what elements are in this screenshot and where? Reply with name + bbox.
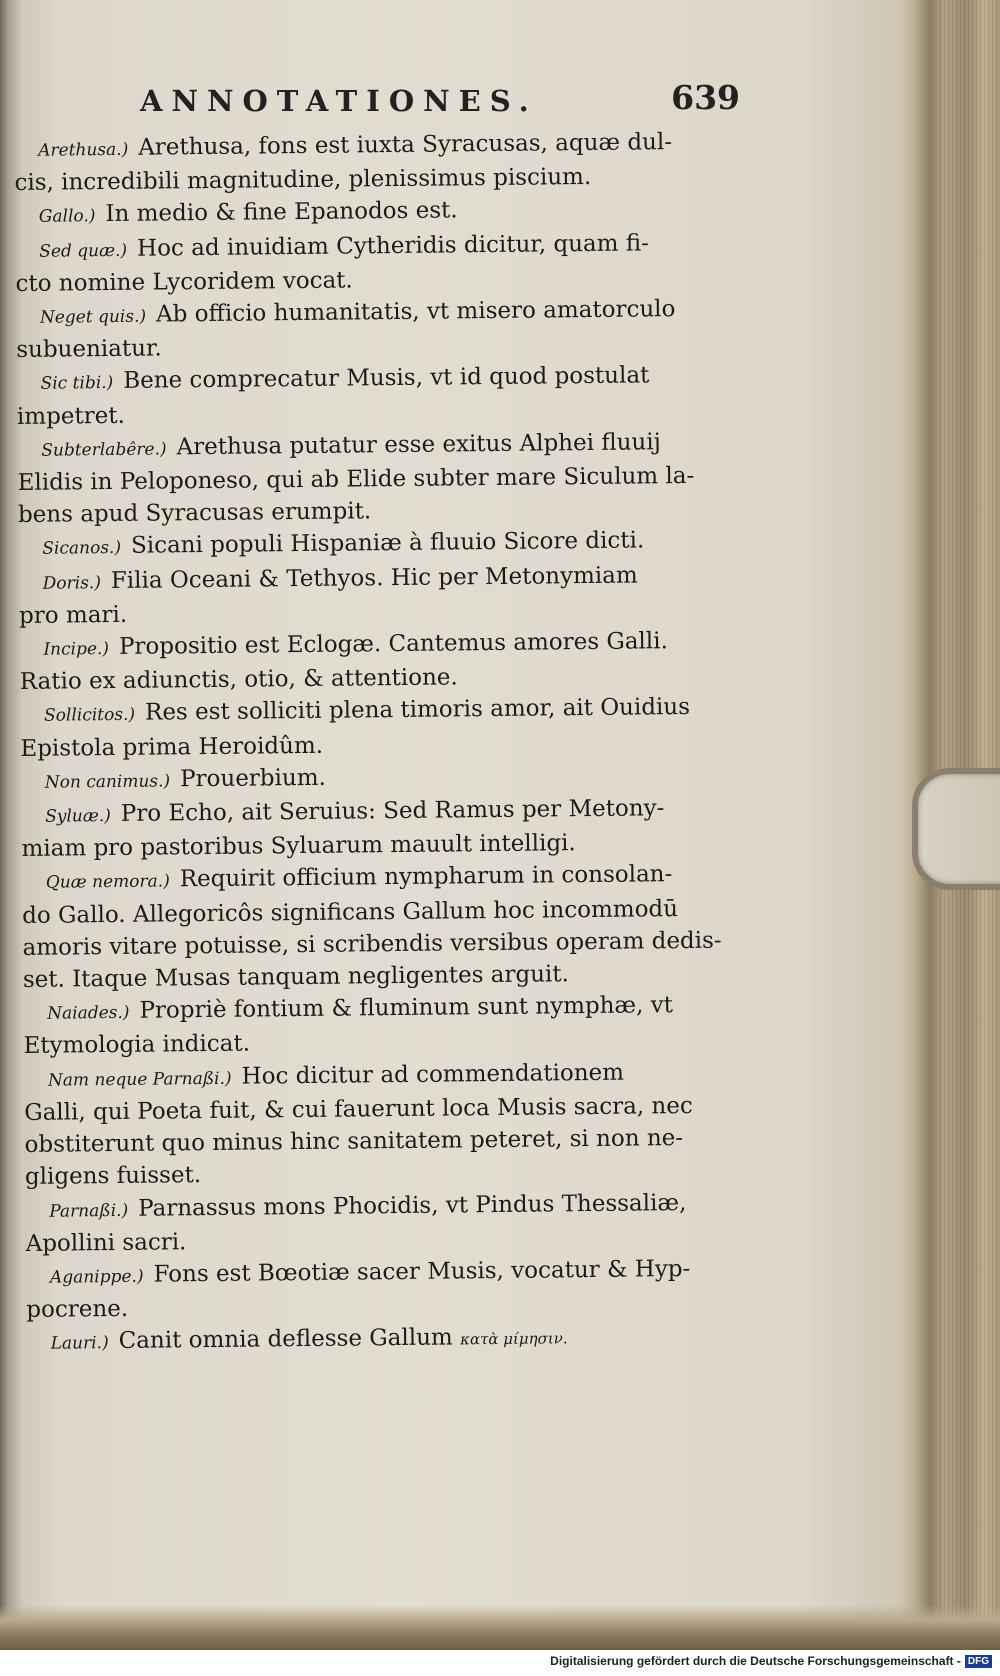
annotation-line-text: Hoc dicitur ad commendationem [241,1059,625,1090]
book-bottom-edge [0,1605,1000,1650]
annotation-line-text: set. Itaque Musas tanquam negligentes arguit. [22,961,570,994]
greek-phrase: κατὰ μίμησιν. [459,1329,568,1349]
lemma: Incipe.) [43,639,110,660]
lemma: Sed quæ.) [39,240,128,262]
lemma: Parnaßi.) [49,1200,129,1222]
annotation-line-text: Propriè fontium & fluminum sunt nymphæ, vt [139,992,674,1025]
lemma: Non canimus.) [44,771,171,793]
lemma: Subterlabêre.) [41,439,167,461]
annotation-line-text: Arethusa putatur esse exitus Alphei fluuij [176,429,661,461]
annotation-line-text: gligens fuisset. [24,1162,202,1191]
annotation-line-text: Requirit officium nympharum in consolan- [179,861,673,893]
annotation-line-text: Canit omnia deflesse Gallum [118,1324,453,1355]
annotation-line-text: Pro Echo, ait Seruius: Sed Ramus per Metony- [120,795,665,827]
annotation-line-text: miam pro pastoribus Syluarum mauult intelligi. [21,830,576,863]
page-number: 639 [671,78,740,117]
lemma: Gallo.) [38,206,96,228]
annotation-line-text: In medio & fine Epanodos est. [105,197,458,228]
running-title: ANNOTATIONES. [140,84,538,118]
annotation-line-text: Etymologia indicat. [23,1031,251,1060]
annotation-line-text: impetret. [16,402,126,430]
annotation-line-text: Elidis in Peloponeso, qui ab Elide subter mare Siculum la- [17,462,695,497]
book-clasp [912,768,1000,890]
lemma: Aganippe.) [49,1266,144,1288]
lemma: Neget quis.) [39,306,147,328]
lemma: Sic tibi.) [40,373,114,395]
lemma: Syluæ.) [45,806,111,827]
annotation-line-text: Propositio est Eclogæ. Cantemus amores Galli. [118,628,668,660]
lemma: Naiades.) [47,1003,130,1024]
annotation-line-text: obstiterunt quo minus hinc sanitatem peteret, si non ne- [24,1125,684,1159]
annotation-line-text: Galli, qui Poeta fuit, & cui fauerunt loca Musis sacra, nec [24,1092,693,1126]
annotation-line-text: Hoc ad inuidiam Cytheridis dicitur, quam fi- [136,229,650,262]
annotation-line-text: pro mari. [18,601,128,629]
footer-credit: Digitalisierung gefördert durch die Deutsche Forschungsgemeinschaft - [550,1654,961,1668]
annotation-line-text: cto nomine Lycoridem vocat. [15,267,353,297]
annotation-line-text: amoris vitare potuisse, si scribendis versibus operam dedis- [22,927,722,961]
lemma: Nam neque Parnaßi.) [47,1068,232,1091]
annotation-line-text: Fons est Bœotiæ sacer Musis, vocatur & Hyp- [153,1255,691,1288]
annotation-line-text: pocrene. [26,1295,129,1324]
annotation-line-text: do Gallo. Allegoricôs significans Gallum hoc incommodū [22,895,679,929]
footer [550,1654,992,1668]
page-header [140,78,740,118]
dfg-logo[interactable]: DFG [965,1655,992,1668]
lemma: Arethusa.) [38,139,129,161]
annotation-line-text: Parnassus mons Phocidis, vt Pindus Thessaliæ, [137,1189,687,1222]
lemma: Quæ nemora.) [45,871,170,894]
lemma: Lauri.) [50,1333,109,1354]
annotation-line-text: Epistola prima Heroidûm. [20,732,324,762]
annotation-text [14,125,747,1360]
annotation-line-text: cis, incredibili magnitudine, plenissimus piscium. [14,164,592,197]
annotation-line-text: Prouerbium. [179,764,326,793]
annotation-line-text: Res est solliciti plena timoris amor, ait Ouidius [144,694,691,727]
annotation-line-text: Sicani populi Hispaniæ à fluuio Sicore dicti. [130,527,645,560]
lemma: Sollicitos.) [44,705,136,727]
annotation-line-text: Arethusa, fons est iuxta Syracusas, aquæ dul- [138,129,673,161]
annotation-line-text: Apollini sacri. [25,1228,187,1257]
lemma: Sicanos.) [42,538,122,560]
annotation-line-text: Ab officio humanitatis, vt misero amatorculo [155,296,676,328]
lemma: Doris.) [42,572,102,594]
annotation-line-text: Ratio ex adiunctis, otio, & attentione. [19,664,458,696]
annotation-line-text: Bene comprecatur Musis, vt id quod postulat [123,362,650,395]
annotation-line-text: Filia Oceani & Tethyos. Hic per Metonymiam [110,562,638,594]
annotation-line-text: bens apud Syracusas erumpit. [17,498,372,529]
annotation-line-text: subueniatur. [16,335,162,364]
